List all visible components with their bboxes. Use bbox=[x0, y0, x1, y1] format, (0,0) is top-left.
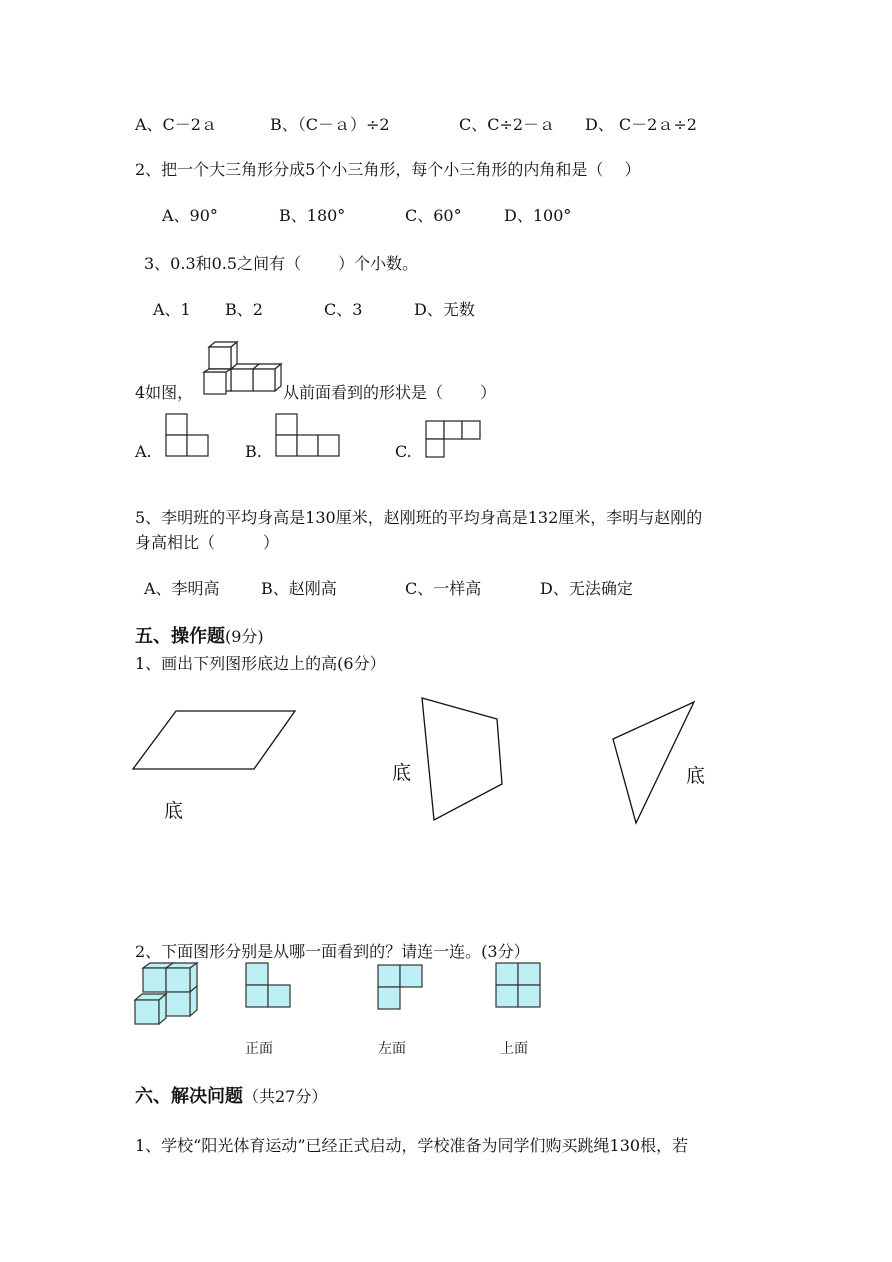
q2-text: 2、把一个大三角形分成5个小三角形，每个小三角形的内角和是（ ） bbox=[135, 160, 641, 179]
q3-option-a: A、1 bbox=[153, 300, 191, 319]
view-shape-1 bbox=[245, 962, 293, 1010]
q4-option-b: B. bbox=[245, 442, 262, 461]
view-shape-2 bbox=[377, 964, 425, 1012]
q4-suffix: 从前面看到的形状是（ ） bbox=[283, 383, 497, 402]
q4-prefix: 4如图， bbox=[135, 383, 194, 402]
section6-q1: 1、学校“阳光体育运动”已经正式启动，学校准备为同学们购买跳绳130根，若 bbox=[135, 1136, 689, 1155]
view-shape-3 bbox=[495, 962, 543, 1010]
q5-option-a: A、李明高 bbox=[144, 579, 220, 598]
q5-option-c: C、一样高 bbox=[405, 579, 482, 598]
q2-option-d: D、100° bbox=[504, 206, 572, 225]
cube-stack-figure bbox=[133, 962, 201, 1025]
q5-option-b: B、赵刚高 bbox=[261, 579, 337, 598]
q3-text: 3、0.3和0.5之间有（ ）个小数。 bbox=[144, 254, 419, 273]
q2-option-a: A、90° bbox=[162, 206, 218, 225]
q2-option-b: B、180° bbox=[279, 206, 346, 225]
section5-title: 五、操作题 bbox=[135, 626, 225, 647]
section6-heading bbox=[135, 1088, 327, 1106]
section5-task1: 1、画出下列图形底边上的高(6分） bbox=[135, 654, 386, 673]
q1-option-c: C、C÷2－ａ bbox=[459, 115, 556, 134]
q1-option-b: B、（C－ａ）÷2 bbox=[270, 115, 390, 134]
section5-task2: 2、下面图形分别是从哪一面看到的？请连一连。(3分） bbox=[135, 942, 530, 961]
view-label-top: 上面 bbox=[500, 1041, 528, 1057]
q1-option-d: D、 C－2ａ÷2 bbox=[585, 115, 697, 134]
q4-option-c: C. bbox=[395, 442, 412, 461]
section6-title: 六、解决问题 bbox=[135, 1086, 243, 1107]
q5-line2: 身高相比（ ） bbox=[135, 533, 280, 552]
section5-score: (9分) bbox=[225, 627, 264, 646]
q3-option-b: B、2 bbox=[225, 300, 263, 319]
view-label-left: 左面 bbox=[378, 1041, 406, 1057]
q1-option-a: A、C－2ａ bbox=[135, 115, 217, 134]
q2-option-c: C、60° bbox=[405, 206, 462, 225]
view-label-front: 正面 bbox=[245, 1041, 273, 1057]
q3-option-d: D、无数 bbox=[414, 300, 475, 319]
section6-score: （共27分） bbox=[243, 1087, 328, 1106]
q3-option-c: C、3 bbox=[324, 300, 363, 319]
q5-line1: 5、李明班的平均身高是130厘米，赵刚班的平均身高是132厘米，李明与赵刚的 bbox=[135, 508, 703, 527]
triangle-base-label: 底 bbox=[686, 765, 706, 787]
q5-option-d: D、无法确定 bbox=[540, 579, 633, 598]
parallelogram-base-label: 底 bbox=[164, 800, 184, 822]
trapezoid-base-label: 底 bbox=[392, 762, 412, 784]
q4-option-a: A. bbox=[135, 442, 152, 461]
